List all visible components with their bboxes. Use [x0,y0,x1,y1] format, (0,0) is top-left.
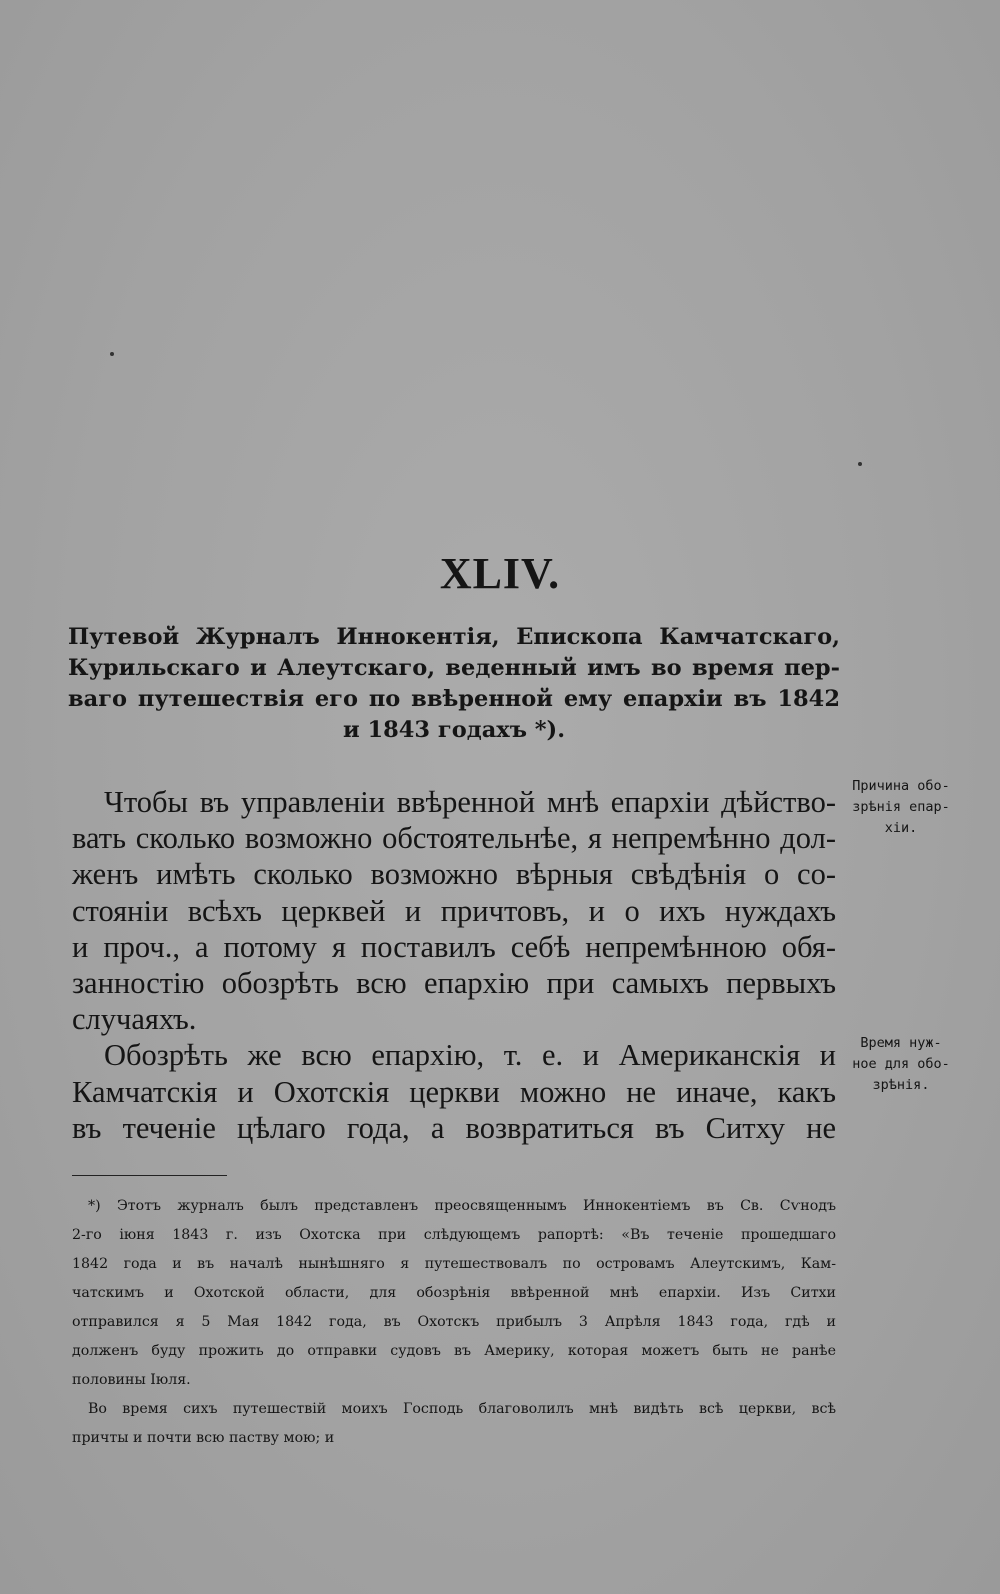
title-line: и 1843 годахъ *). [342,717,566,743]
footnote-line: причты и почти всю паству мою; и [72,1430,335,1446]
margin-note-line: хіи. [884,820,918,836]
footnote-line: отправился я 5 Мая 1842 года, въ Охотскъ прибылъ 3 Апрѣля 1843 года, гдѣ и [72,1314,836,1330]
footnote [72,1192,836,1453]
body-line: Обозрѣть же всю епархію, т. е. и Американскія и [104,1038,836,1073]
body-line: вать сколько возможно обстоятельнѣе, я непремѣнно дол- [72,821,836,856]
body-line: и проч., а потому я поставилъ себѣ непремѣнною обя- [72,929,836,964]
chapter-title [68,622,840,746]
margin-note-line: зрѣнія. [872,1077,930,1093]
title-line: Курильскаго и Алеутскаго, веденный имъ во время пер- [68,655,840,681]
footnote-rule [72,1175,227,1176]
chapter-number: XLIV. [439,549,561,598]
body-line: Камчатскія и Охотскія церкви можно не иначе, какъ [72,1074,836,1109]
footnote-line: половины Іюля. [72,1372,191,1388]
body-line: въ теченіе цѣлаго года, а возвратиться въ Ситху не [72,1110,836,1145]
footnote-line: долженъ буду прожить до отправки судовъ въ Америку, которая можетъ быть не ранѣе [72,1343,836,1359]
ink-speck [858,462,862,466]
body-line: Чтобы въ управленіи ввѣренной мнѣ епархіи дѣйство- [104,785,836,819]
body-line: стояніи всѣхъ церквей и причтовъ, и о ихъ нуждахъ [72,893,836,928]
footnote-line: чатскимъ и Охотской области, для обозрѣнія ввѣренной мнѣ епархіи. Изъ Ситхи [72,1285,836,1301]
footnote-line: 2-го іюня 1843 г. изъ Охотска при слѣдующемъ рапортѣ: «Въ теченіе прошедшаго [72,1227,836,1243]
margin-note-time [846,1033,956,1096]
margin-note-line: Причина обо- [852,778,950,794]
footnote-line: Во время сихъ путешествій моихъ Господь благоволилъ мнѣ видѣть всѣ церкви, всѣ [88,1401,836,1417]
footnote-line: *) Этотъ журналъ былъ представленъ преосвященнымъ Иннокентіемъ въ Св. Сѵнодъ [88,1198,836,1214]
title-line: Путевой Журналъ Иннокентія, Епископа Камчатскаго, [68,624,840,650]
margin-note-reason [846,776,956,839]
body-line: женъ имѣть сколько возможно вѣрныя свѣдѣнія о со- [72,857,836,892]
body-line: случаяхъ. [72,1002,197,1037]
margin-note-line: Время нуж- [860,1035,942,1051]
margin-note-line: зрѣнія епар- [852,799,950,815]
body-line: занностію обозрѣть всю епархію при самыхъ первыхъ [72,966,836,1001]
body-text [72,784,836,1146]
footnote-line: 1842 года и въ началѣ нынѣшняго я путешествовалъ по островамъ Алеутскимъ, Кам- [72,1256,836,1272]
ink-speck [110,352,114,356]
title-line: ваго путешествія его по ввѣренной ему епархіи въ 1842 [68,686,840,712]
margin-note-line: ное для обо- [852,1056,950,1072]
